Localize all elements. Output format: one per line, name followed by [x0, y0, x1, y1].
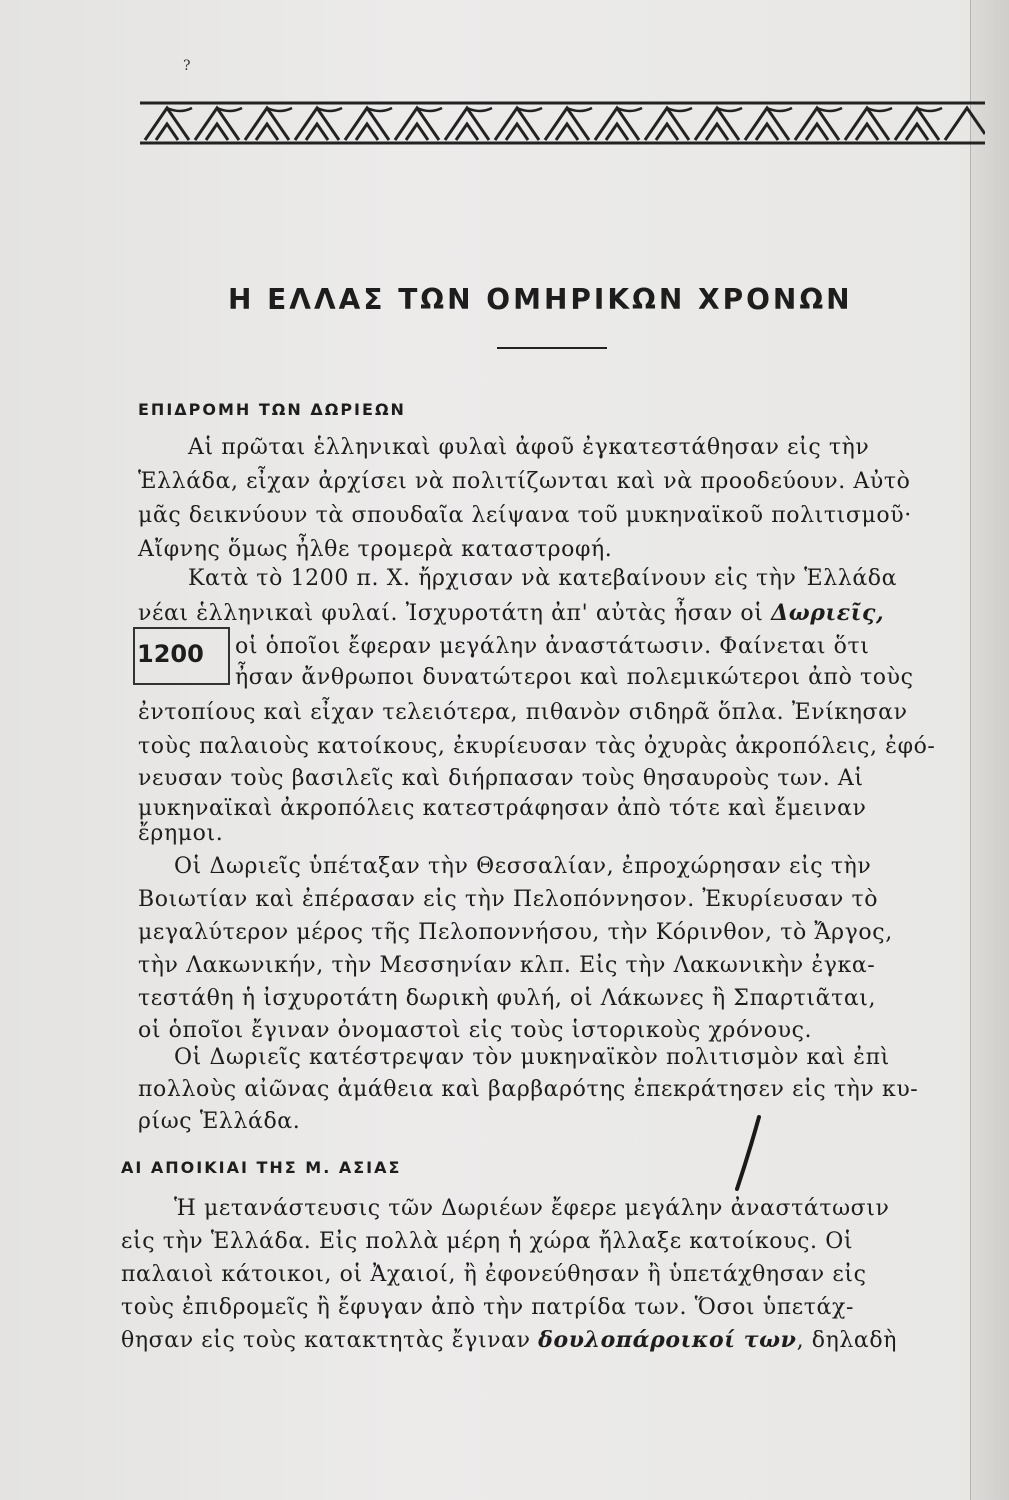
- text-line: Οἱ Δωριεῖς ὑπέταξαν τὴν Θεσσαλίαν, ἐπροχώρησαν εἰς τὴν: [174, 854, 872, 879]
- text-line: μυκηναϊκαὶ ἀκροπόλεις κατεστράφησαν ἀπὸ τότε καὶ ἔμειναν: [138, 796, 867, 821]
- text-line: τὴν Λακωνικήν, τὴν Μεσσηνίαν κλπ. Εἰς τὴν Λακωνικὴν ἐγκα-: [138, 953, 876, 978]
- meander-border-icon: [140, 100, 985, 146]
- text-line: οἱ ὁποῖοι ἔγιναν ὀνομαστοὶ εἰς τοὺς ἱστορικοὺς χρόνους.: [138, 1018, 813, 1043]
- text-line: τοὺς παλαιοὺς κατοίκους, ἐκυρίευσαν τὰς ὀχυρὰς ἀκροπόλεις, ἐφό-: [138, 734, 936, 759]
- section-heading-asia-minor-colonies: ΑΙ ΑΠΟΙΚΙΑΙ ΤΗΣ Μ. ΑΣΙΑΣ: [121, 1158, 402, 1177]
- text-line: ἐντοπίους καὶ εἶχαν τελειότερα, πιθανὸν σιδηρᾶ ὅπλα. Ἐνίκησαν: [138, 700, 908, 725]
- text-line: Ἡ μετανάστευσις τῶν Δωριέων ἔφερε μεγάλην ἀναστάτωσιν: [174, 1196, 890, 1221]
- text-line: παλαιοὶ κάτοικοι, οἱ Ἀχαιοί, ἢ ἐφονεύθησαν ἢ ὑπετάχθησαν εἰς: [121, 1262, 867, 1287]
- corner-mark: ?: [183, 58, 191, 74]
- section-heading-dorian-invasion: ΕΠΙΔΡΟΜΗ ΤΩΝ ΔΩΡΙΕΩΝ: [138, 400, 406, 419]
- text-line: οἱ ὁποῖοι ἔφεραν μεγάλην ἀναστάτωσιν. Φαίνεται ὅτι: [235, 634, 870, 659]
- text-segment: νέαι ἑλληνικαὶ φυλαί. Ἰσχυροτάτη ἀπ' αὐτὰς ἦσαν οἱ: [138, 601, 772, 626]
- text-line: ἦσαν ἄνθρωποι δυνατώτεροι καὶ πολεμικώτεροι ἀπὸ τοὺς: [235, 665, 914, 690]
- text-line: [121, 1327, 897, 1353]
- text-line: [138, 600, 884, 626]
- text-line: Αἴφνης ὅμως ἦλθε τρομερὰ καταστροφή.: [138, 537, 613, 562]
- title-divider: [497, 347, 607, 349]
- text-line: ἔρημοι.: [138, 821, 224, 846]
- text-line: Ἑλλάδα, εἶχαν ἀρχίσει νὰ πολιτίζωνται καὶ νὰ προοδεύουν. Αὐτὸ: [138, 469, 911, 494]
- text-line: νευσαν τοὺς βασιλεῖς καὶ διήρπασαν τοὺς θησαυροὺς των. Αἱ: [138, 766, 864, 791]
- text-line: ρίως Ἑλλάδα.: [138, 1109, 301, 1134]
- pen-mark-icon: [733, 1113, 763, 1193]
- text-line: μᾶς δεικνύουν τὰ σπουδαῖα λείψανα τοῦ μυκηναϊκοῦ πολιτισμοῦ·: [138, 503, 912, 528]
- emphasis-serfs: δουλοπάροικοί των: [538, 1327, 797, 1353]
- text-line: εἰς τὴν Ἑλλάδα. Εἰς πολλὰ μέρη ἡ χώρα ἤλλαξε κατοίκους. Οἱ: [121, 1229, 854, 1254]
- text-line: Οἱ Δωριεῖς κατέστρεψαν τὸν μυκηναϊκὸν πολιτισμὸν καὶ ἐπὶ: [174, 1045, 890, 1070]
- page-edge-shadow: [970, 0, 1009, 1500]
- text-line: Βοιωτίαν καὶ ἐπέρασαν εἰς τὴν Πελοπόννησον. Ἐκυρίευσαν τὸ: [138, 887, 879, 912]
- page-title: Η ΕΛΛΑΣ ΤΩΝ ΟΜΗΡΙΚΩΝ ΧΡΟΝΩΝ: [228, 283, 853, 316]
- text-line: μεγαλύτερον μέρος τῆς Πελοποννήσου, τὴν Κόρινθον, τὸ Ἄργος,: [138, 920, 893, 945]
- emphasis-dorians: Δωριεῖς,: [771, 600, 885, 626]
- margin-year: 1200: [137, 640, 204, 668]
- text-line: πολλοὺς αἰῶνας ἀμάθεια καὶ βαρβαρότης ἐπεκράτησεν εἰς τὴν κυ-: [138, 1077, 919, 1102]
- text-line: τεστάθη ἡ ἰσχυροτάτη δωρικὴ φυλή, οἱ Λάκωνες ἢ Σπαρτιᾶται,: [138, 986, 877, 1011]
- text-line: Κατὰ τὸ 1200 π. Χ. ἤρχισαν νὰ κατεβαίνουν εἰς τὴν Ἑλλάδα: [188, 566, 898, 591]
- text-line: Αἱ πρῶται ἑλληνικαὶ φυλαὶ ἀφοῦ ἐγκατεστάθησαν εἰς τὴν: [188, 435, 870, 460]
- text-segment: , δηλαδὴ: [796, 1328, 898, 1353]
- text-segment: θησαν εἰς τοὺς κατακτητὰς ἔγιναν: [121, 1328, 539, 1353]
- text-line: τοὺς ἐπιδρομεῖς ἢ ἔφυγαν ἀπὸ τὴν πατρίδα των. Ὅσοι ὑπετάχ-: [121, 1295, 854, 1320]
